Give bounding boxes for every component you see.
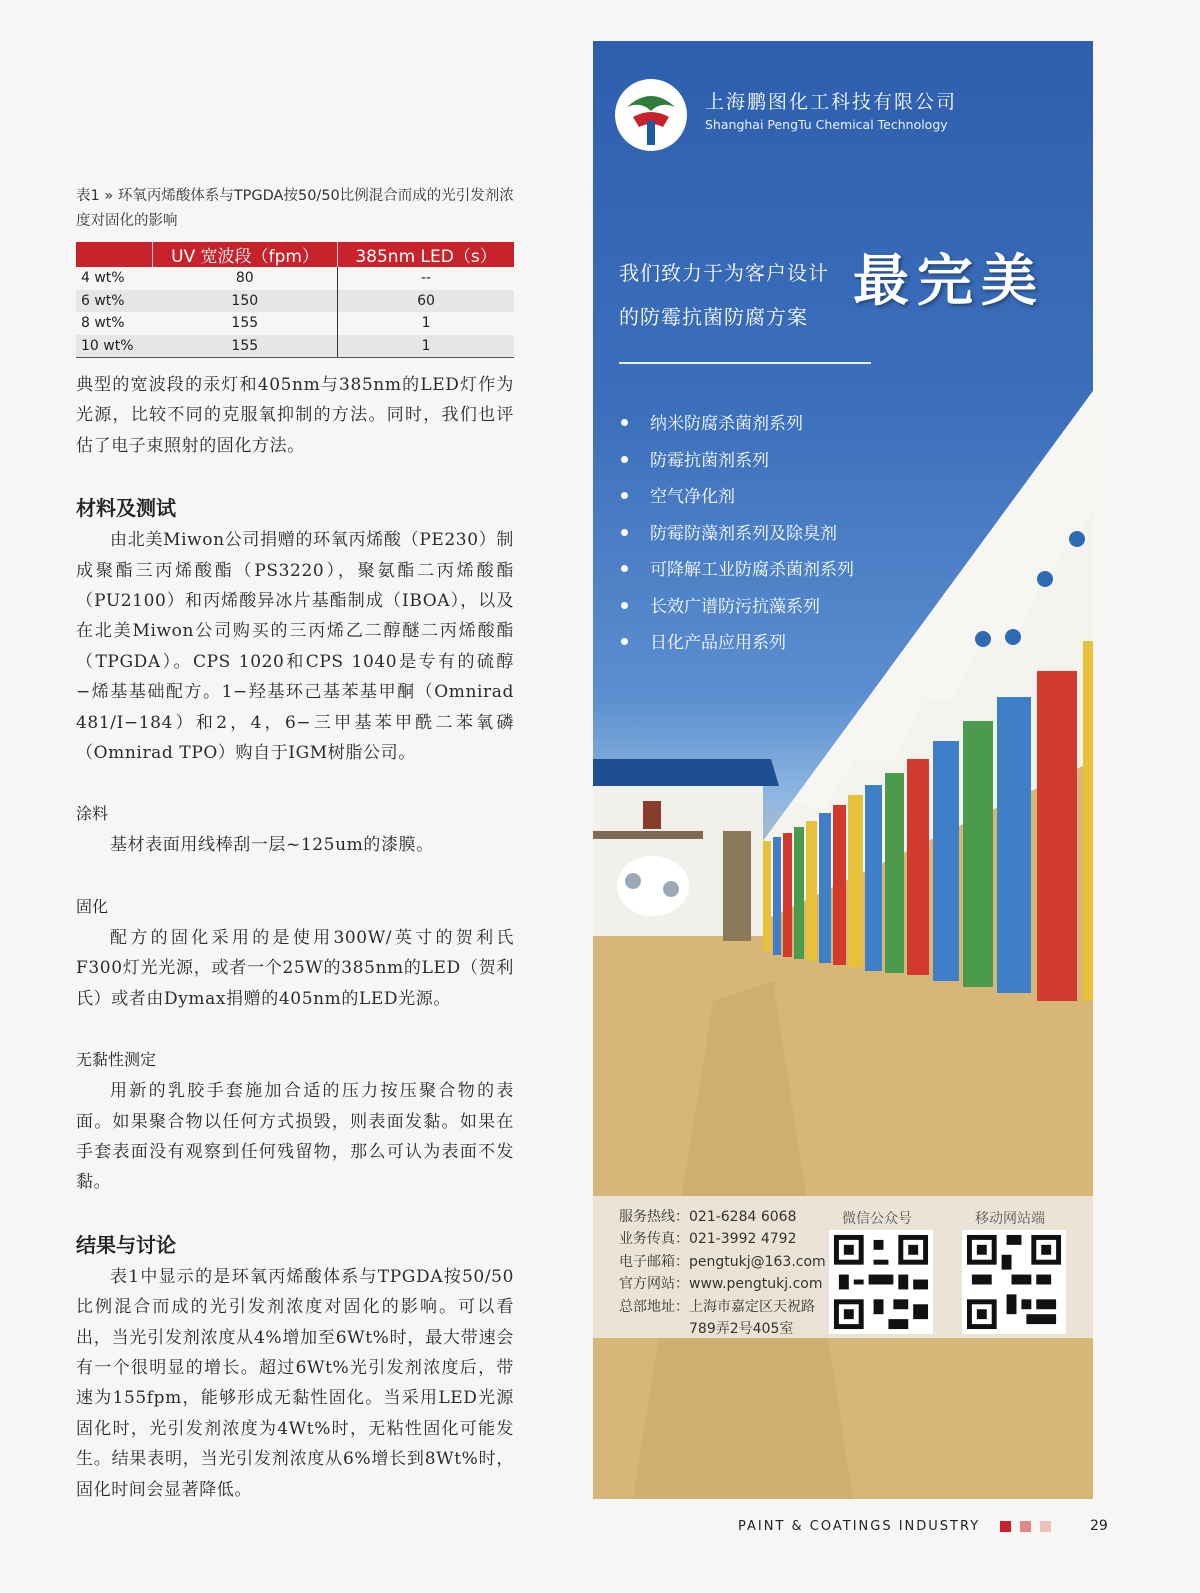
- table-row: [76, 267, 514, 290]
- contact-panel: [593, 1196, 1093, 1338]
- slogan-line-1: 我们致力于为客户设计: [619, 261, 829, 285]
- list-item: 可降解工业防腐杀菌剂系列: [619, 552, 854, 589]
- row-uv: 150: [153, 290, 338, 313]
- fax: 021-3992 4792: [689, 1231, 797, 1248]
- qr-mobile-label: 移动网站端: [975, 1211, 1045, 1227]
- list-item: 日化产品应用系列: [619, 625, 854, 662]
- curing-paragraph: 配方的固化采用的是使用300W/英寸的贺利氏F300灯光光源，或者一个25W的385nm的LED（贺利氏）或者由Dymax捐赠的405nm的LED光源。: [76, 927, 514, 1009]
- divider: [619, 362, 871, 364]
- journal-name: PAINT & COATINGS INDUSTRY: [738, 1519, 981, 1534]
- materials-heading: 材料及测试: [76, 496, 176, 521]
- table-row: [76, 335, 514, 358]
- page-number: 29: [1090, 1518, 1108, 1534]
- product-list: [619, 406, 854, 662]
- bullet-icon: [621, 565, 628, 572]
- list-item: 纳米防腐杀菌剂系列: [619, 406, 854, 443]
- row-uv: 155: [153, 335, 338, 358]
- company-name-cn: 上海鹏图化工科技有限公司: [705, 91, 958, 113]
- bullet-icon: [621, 638, 628, 645]
- bullet-icon: [621, 492, 628, 499]
- article-column: [76, 184, 514, 1505]
- hotline: 021-6284 6068: [689, 1209, 797, 1225]
- bullet-icon: [621, 456, 628, 463]
- footer-square-1: [1000, 1521, 1011, 1532]
- row-label: 6 wt%: [76, 290, 153, 313]
- curing-heading: 固化: [76, 896, 109, 916]
- table-header-blank: [76, 242, 153, 267]
- coating-paragraph: 基材表面用线棒刮一层~125um的漆膜。: [110, 835, 434, 856]
- qr-code-mobile-icon: [962, 1230, 1066, 1334]
- footer-square-2: [1020, 1521, 1031, 1532]
- address-line-2: 789弄2号405室: [689, 1321, 794, 1338]
- company-logo-icon: [613, 77, 689, 153]
- qr-code-wechat-icon: [829, 1230, 933, 1334]
- bullet-icon: [621, 419, 628, 426]
- intro-paragraph: 典型的宽波段的汞灯和405nm与385nm的LED灯作为光源，比较不同的克服氧抑制的方法。同时，我们也评估了电子束照射的固化方法。: [76, 375, 514, 456]
- slogan-emphasis: 最完美: [853, 249, 1045, 314]
- row-uv: 155: [231, 315, 259, 332]
- advertisement: [593, 41, 1093, 1499]
- email: pengtukj@163.com: [689, 1253, 826, 1270]
- list-item: 空气净化剂: [619, 479, 854, 516]
- coating-heading: 涂料: [76, 804, 109, 824]
- list-item: 长效广谱防污抗藻系列: [619, 589, 854, 626]
- company-name-en: Shanghai PengTu Chemical Technology: [705, 117, 948, 132]
- contact-info: 服务热线：021-6284 6068 业务传真：021-3992 4792 电子邮箱：pengtukj@163.com 官方网站：www.pengtukj.com 总部地址：上海市嘉定区天祝路 789弄2号405室: [619, 1206, 826, 1340]
- bullet-icon: [621, 529, 628, 536]
- row-led: 60: [338, 290, 514, 313]
- row-label: 4 wt%: [81, 270, 125, 287]
- row-uv: 80: [235, 270, 254, 287]
- results-paragraph: 表1中显示的是环氧丙烯酸体系与TPGDA按50/50比例混合而成的光引发剂浓度对固化的影响。可以看出，当光引发剂浓度从4%增加至6Wt%时，最大带速会有一个很明显的增长。超过6Wt%光引发剂浓度后，带速为155fpm，能够形成无黏性固化。当采用LED光源固化时，光引发剂浓度为4Wt%时，无粘性固化可能发生。结果表明，当光引发剂浓度从6%增长到8Wt%时，固化时间会显著降低。: [76, 1266, 514, 1500]
- row-label: 10 wt%: [76, 335, 153, 358]
- list-item: 防霉抗菌剂系列: [619, 443, 854, 480]
- row-led: 1: [338, 335, 514, 358]
- table-caption: 表1 » 环氧丙烯酸体系与TPGDA按50/50比例混合而成的光引发剂浓度对固化的影响: [76, 188, 514, 229]
- table-row: [76, 290, 514, 313]
- website: www.pengtukj.com: [689, 1276, 823, 1293]
- materials-paragraph: 由北美Miwon公司捐赠的环氧丙烯酸（PE230）制成聚酯三丙烯酸酯（PS3220），聚氨酯二丙烯酸酯（PU2100）和丙烯酸异冰片基酯制成（IBOA），以及在北美Miwon公司购买的三丙烯乙二醇醚二丙烯酸酯（TPGDA）。CPS 1020和CPS 1040是专有的硫醇−烯基基础配方。1−羟基环己基苯基甲酮（Omnirad 481/I−184）和2，4，6−三甲基苯甲酰二苯氧磷（Omnirad TPO）购自于IGM树脂公司。: [76, 530, 514, 764]
- qr-wechat-label: 微信公众号: [842, 1211, 912, 1227]
- slogan-line-2: 的防霉抗菌防腐方案: [619, 305, 808, 329]
- footer-square-3: [1040, 1521, 1051, 1532]
- table-row: [76, 312, 514, 335]
- curing-table: [76, 242, 514, 358]
- bullet-icon: [621, 602, 628, 609]
- tackfree-heading: 无黏性测定: [76, 1050, 157, 1070]
- address-line-1: 上海市嘉定区天祝路: [689, 1298, 815, 1315]
- results-heading: 结果与讨论: [76, 1232, 176, 1257]
- table-header-uv: UV 宽波段（fpm）: [153, 242, 338, 267]
- table-header-row: [76, 242, 514, 267]
- list-item: 防霉防藻剂系列及除臭剂: [619, 516, 854, 553]
- row-label: 8 wt%: [81, 315, 125, 332]
- row-led: --: [338, 267, 514, 290]
- tackfree-paragraph: 用新的乳胶手套施加合适的压力按压聚合物的表面。如果聚合物以任何方式损毁，则表面发黏。如果在手套表面没有观察到任何残留物，那么可认为表面不发黏。: [76, 1081, 514, 1193]
- table-header-led: 385nm LED（s）: [338, 242, 514, 267]
- row-led: 1: [338, 312, 514, 335]
